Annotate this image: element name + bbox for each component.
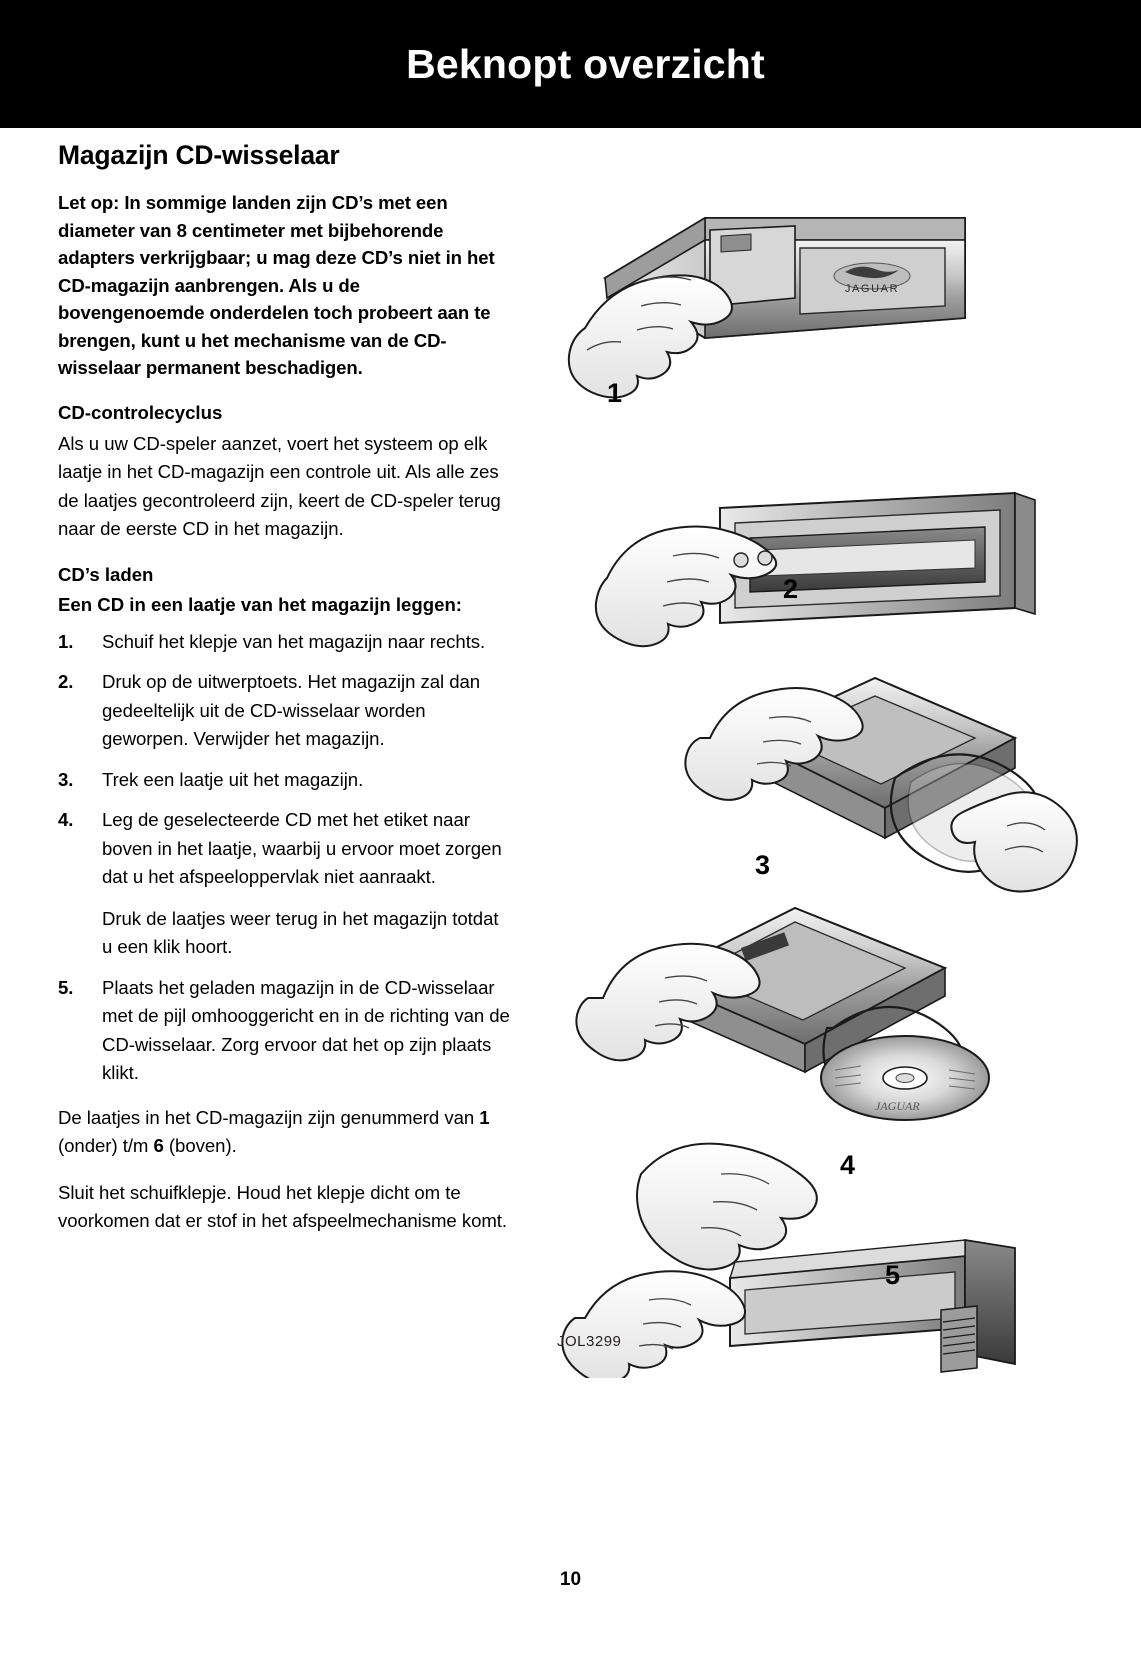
page-header — [0, 0, 1141, 128]
figure-number-2: 2 — [783, 574, 799, 604]
tray-numbering-part-3: (boven). — [163, 1135, 237, 1156]
page-title: Beknopt overzicht — [406, 40, 765, 87]
step-number: 4. — [58, 809, 74, 830]
step-text: Trek een laatje uit het magazijn. — [102, 768, 364, 790]
step-text: Schuif het klepje van het magazijn naar rechts. — [102, 630, 486, 652]
section-title: Magazijn CD-wisselaar — [58, 140, 340, 170]
figure-3-art — [685, 678, 1077, 892]
paragraph-close-door: Sluit het schuifklepje. Houd het klepje dicht om te voorkomen dat er stof in het afspeelmechanisme komt. — [58, 1181, 508, 1231]
illustration-reference-code: JOL3299 — [557, 1333, 622, 1350]
page-footer — [0, 1569, 1141, 1591]
list-item — [58, 628, 510, 657]
subheading-loading: CD’s laden — [58, 563, 154, 585]
subheading-loading-instruction: Een CD in een laatje van het magazijn leggen: — [58, 593, 462, 615]
list-item — [58, 974, 510, 1088]
text-column — [58, 140, 510, 1254]
cd-magazine-illustration — [545, 178, 1105, 1378]
figure-2-art — [596, 493, 1035, 646]
paragraph-tray-numbering — [58, 1104, 510, 1161]
figure-1-art — [569, 218, 965, 398]
step-list — [58, 628, 510, 1088]
figure-number-3: 3 — [755, 850, 771, 880]
figure-number-1: 1 — [607, 378, 623, 408]
list-item — [58, 668, 510, 754]
step-text: Plaats het geladen magazijn in de CD-wisselaar met de pijl omhooggericht en in de richting van de CD-wisselaar. Zorg ervoor dat het op zijn plaats klikt. — [102, 976, 510, 1083]
figure-5-art — [562, 1240, 1015, 1378]
paragraph-check-cycle: Als u uw CD-speler aanzet, voert het systeem op elk laatje in het CD-magazijn een controle uit. Als alle zes de laatjes gecontroleerd zijn, keert de CD-speler terug naar de eerste CD in het magazijn. — [58, 432, 501, 539]
step-number: 1. — [58, 630, 74, 652]
figure-number-4: 4 — [840, 1150, 856, 1180]
tray-number-high: 6 — [153, 1135, 164, 1156]
illustration-column — [545, 178, 1105, 1368]
page-number: 10 — [559, 1569, 582, 1590]
brand-label: JAGUAR — [844, 283, 900, 295]
step-number: 5. — [58, 976, 74, 998]
subheading-check-cycle: CD-controlecyclus — [58, 401, 223, 423]
caution-note: Let op: In sommige landen zijn CD’s met een diameter van 8 centimeter met bijbehorende adapters verkrijgbaar; u mag deze CD’s niet in het CD-magazijn aanbrengen. Als u de bovengenoemde onderdelen toch probeert aan te brengen, kunt u het mechanisme van de CD-wisselaar permanent beschadigen. — [58, 192, 495, 378]
svg-text:JAGUAR: JAGUAR — [875, 1099, 920, 1113]
tray-number-low: 1 — [479, 1106, 490, 1128]
step-text-continued: Druk de laatjes weer terug in het magazijn totdat u een klik hoort. — [102, 907, 499, 957]
figure-4-art — [576, 908, 989, 1269]
tray-numbering-part-1: De laatjes in het CD-magazijn zijn genummerd van — [58, 1106, 480, 1128]
page-body — [0, 128, 1141, 1653]
step-number: 2. — [58, 671, 74, 692]
step-text: Leg de geselecteerde CD met het etiket naar boven in het laatje, waarbij u ervoor moet zorgen dat u het afspeeloppervlak niet aanraakt. — [102, 809, 502, 887]
list-item — [58, 766, 510, 795]
step-text: Druk op de uitwerptoets. Het magazijn zal dan gedeeltelijk uit de CD-wisselaar worden geworpen. Verwijder het magazijn. — [102, 671, 481, 749]
figure-number-5: 5 — [885, 1260, 901, 1290]
list-item — [58, 806, 510, 962]
tray-numbering-part-2: (onder) t/m — [58, 1135, 154, 1156]
step-number: 3. — [58, 768, 74, 790]
